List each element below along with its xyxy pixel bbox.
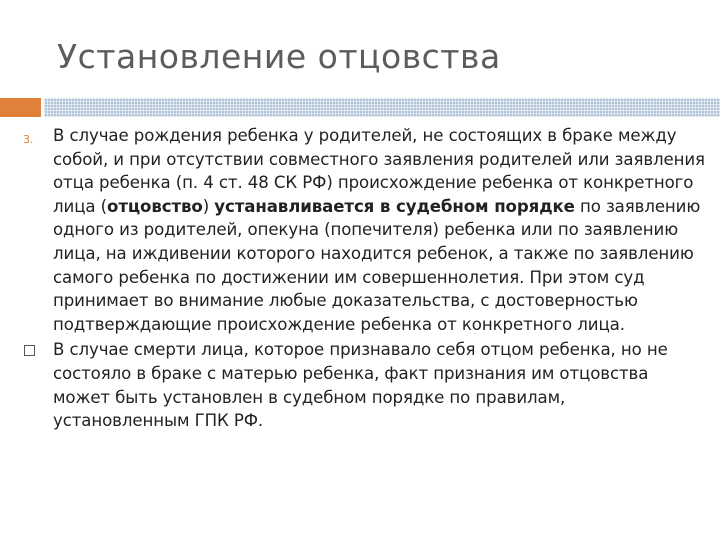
paragraph-text: В случае рождения ребенка у родителей, не состоящих в браке между собой, и при отсутствии совместного заявления родителей или заявления отца ребенка (п. 4 ст. 48 СК РФ) происхождение ребенка от конкретного лица ( — [53, 126, 705, 216]
bold-term: отцовство — [107, 196, 203, 216]
square-bullet-icon — [24, 345, 35, 356]
list-item — [16, 338, 706, 432]
accent-bar-orange — [0, 98, 41, 117]
list-item — [16, 124, 706, 336]
bold-phrase: устанавливается в судебном порядке — [214, 196, 575, 216]
paragraph-text: по заявлению одного из родителей, опекуна (попечителя) ребенка или по заявлению лица, на иждивении которого находится ребенок, а также по заявлению самого ребенка по достижении им совершеннолетия. При этом суд принимает во внимание любые доказательства, с достоверностью подтверждающие происхождение ребенка от конкретного лица. — [53, 196, 701, 334]
paragraph-text: В случае смерти лица, которое признавало себя отцом ребенка, но не состояло в браке с матерью ребенка, факт признания им отцовства может быть установлен в судебном порядке по правилам, установленным ГПК РФ. — [53, 340, 668, 431]
slide-content — [16, 124, 706, 433]
page-title: Установление отцовства — [57, 37, 501, 76]
paragraph-text: ) — [202, 196, 215, 216]
numbered-bullet: 3. — [23, 133, 34, 146]
accent-bar-blue — [44, 98, 720, 117]
